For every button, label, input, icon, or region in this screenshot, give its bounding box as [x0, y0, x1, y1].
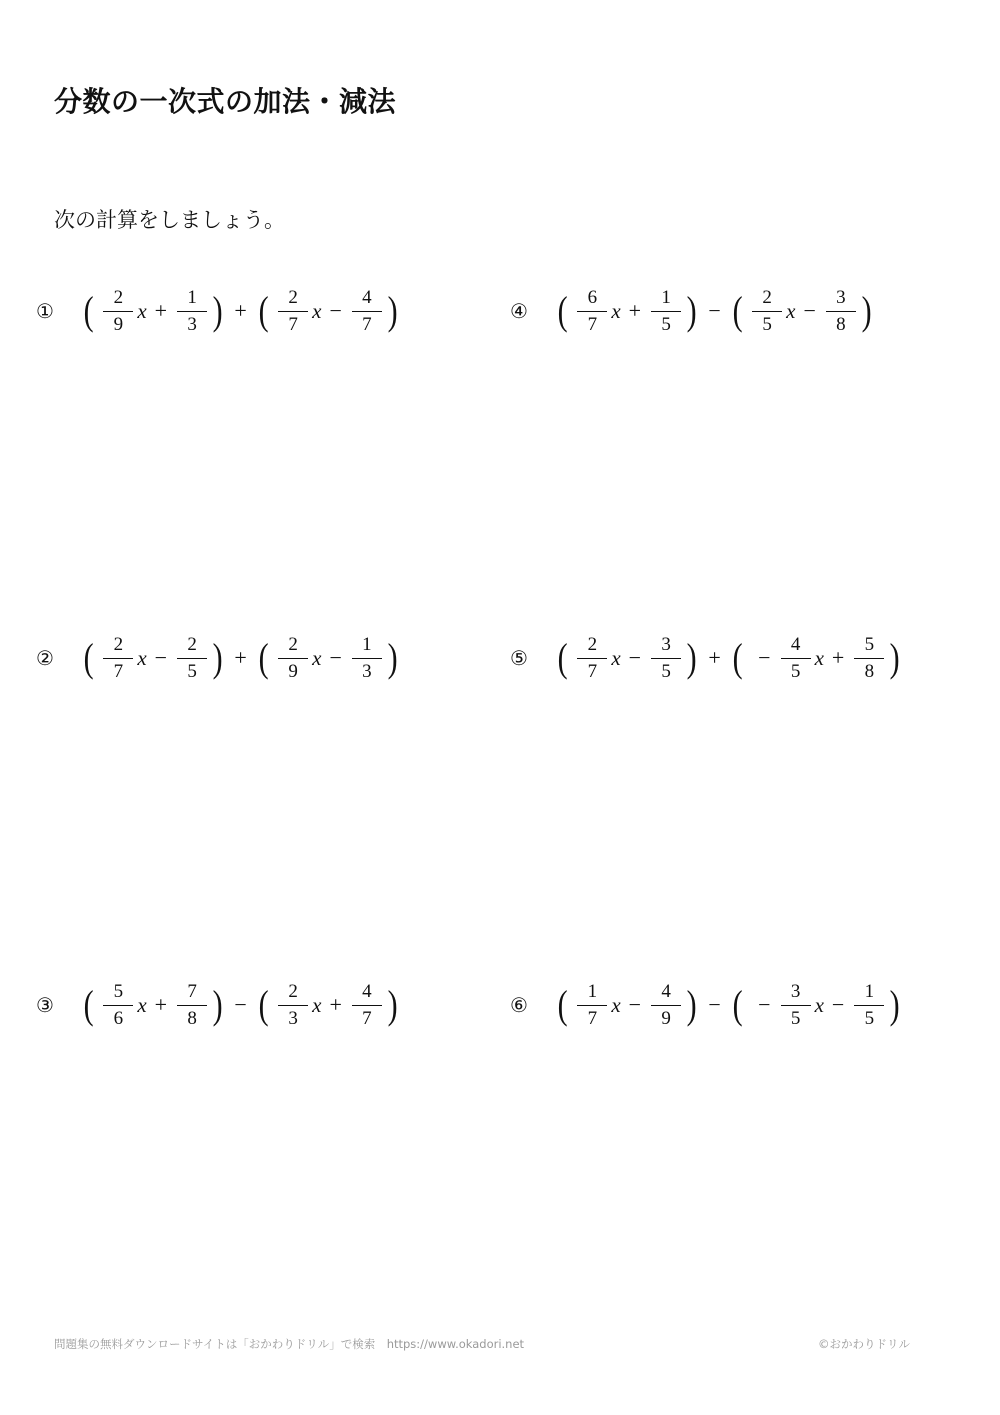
fraction-numerator: 2 — [577, 635, 607, 659]
fraction — [575, 288, 609, 335]
fraction-denominator: 7 — [362, 1007, 372, 1029]
problem-number: ② — [36, 646, 54, 670]
footer-site-note: 問題集の無料ダウンロードサイトは「おかわりドリル」で検索 https://www.okadori.net — [54, 1337, 525, 1351]
fraction-numerator: 3 — [781, 982, 811, 1006]
fraction-numerator: 2 — [278, 635, 308, 659]
fraction-numerator: 1 — [577, 982, 607, 1006]
close-paren: ) — [861, 288, 872, 333]
operator: − — [708, 298, 721, 323]
fraction-denominator: 3 — [187, 313, 197, 335]
close-paren: ) — [889, 635, 900, 680]
open-paren: ( — [732, 635, 743, 680]
fraction-denominator: 9 — [288, 660, 298, 682]
fraction-numerator: 6 — [577, 288, 607, 312]
open-paren: ( — [557, 288, 568, 333]
close-paren: ) — [212, 635, 223, 680]
close-paren: ) — [387, 288, 398, 333]
fraction — [276, 635, 310, 682]
fraction — [852, 635, 886, 682]
fraction — [276, 288, 310, 335]
problem-1 — [36, 281, 401, 341]
fraction — [779, 982, 813, 1029]
fraction-numerator: 1 — [651, 288, 681, 312]
variable: x — [611, 992, 621, 1017]
fraction-denominator: 5 — [790, 660, 801, 682]
problem-number: ① — [36, 299, 54, 323]
variable: x — [137, 298, 147, 323]
operator: + — [154, 298, 168, 323]
operator: − — [329, 298, 342, 323]
fraction-denominator: 5 — [187, 660, 197, 682]
fraction — [649, 982, 683, 1029]
close-paren: ) — [686, 635, 697, 680]
fraction — [750, 288, 784, 335]
open-paren: ( — [83, 982, 94, 1027]
fraction-denominator: 8 — [187, 1007, 197, 1029]
variable: x — [611, 645, 621, 670]
fraction — [101, 982, 135, 1029]
fraction-numerator: 4 — [651, 982, 681, 1006]
operator: − — [234, 992, 247, 1017]
fraction-denominator: 5 — [762, 313, 772, 335]
problem-number: ④ — [510, 299, 528, 323]
fraction — [350, 288, 384, 335]
fraction-denominator: 5 — [864, 1007, 875, 1029]
fraction-denominator: 8 — [836, 313, 846, 335]
operator: − — [831, 992, 845, 1017]
operator: − — [708, 992, 721, 1017]
fraction — [276, 982, 310, 1029]
operator: + — [708, 645, 721, 670]
fraction-denominator: 5 — [790, 1007, 801, 1029]
fraction-denominator: 7 — [587, 660, 598, 682]
problem-number: ③ — [36, 993, 54, 1017]
variable: x — [786, 298, 796, 323]
fraction — [175, 288, 209, 335]
fraction-numerator: 4 — [352, 982, 382, 1006]
fraction-denominator: 9 — [113, 313, 124, 335]
fraction-numerator: 5 — [854, 635, 884, 659]
fraction — [852, 982, 886, 1029]
fraction-denominator: 6 — [113, 1007, 124, 1029]
open-paren: ( — [258, 982, 269, 1027]
operator: + — [628, 298, 642, 323]
variable: x — [137, 645, 147, 670]
open-paren: ( — [258, 288, 269, 333]
fraction-numerator: 7 — [177, 982, 207, 1006]
fraction-denominator: 7 — [288, 313, 298, 335]
fraction-denominator: 7 — [113, 660, 124, 682]
fraction-denominator: 3 — [362, 660, 372, 682]
problem-expression — [80, 982, 401, 1029]
problem-6 — [510, 975, 904, 1035]
operator: + — [329, 992, 342, 1017]
variable: x — [312, 298, 322, 323]
variable: x — [312, 645, 322, 670]
fraction-denominator: 7 — [587, 1007, 598, 1029]
problem-number: ⑤ — [510, 646, 528, 670]
operator: − — [803, 298, 816, 323]
problem-5 — [510, 628, 904, 688]
close-paren: ) — [387, 635, 398, 680]
fraction — [649, 288, 683, 335]
operator: + — [154, 992, 168, 1017]
variable: x — [814, 992, 824, 1017]
problem-expression — [554, 635, 904, 682]
operator: + — [234, 298, 247, 323]
footer-copyright: ©おかわりドリル — [818, 1337, 910, 1351]
fraction-denominator: 9 — [661, 1007, 671, 1029]
fraction-numerator: 5 — [103, 982, 133, 1006]
variable: x — [814, 645, 824, 670]
open-paren: ( — [83, 288, 94, 333]
page-title: 分数の一次式の加法・減法 — [54, 85, 397, 118]
fraction-denominator: 8 — [864, 660, 875, 682]
fraction-numerator: 2 — [278, 982, 308, 1006]
fraction — [649, 635, 683, 682]
variable: x — [611, 298, 621, 323]
fraction — [101, 635, 135, 682]
fraction-denominator: 3 — [288, 1007, 298, 1029]
close-paren: ) — [686, 288, 697, 333]
fraction-numerator: 4 — [352, 288, 382, 312]
open-paren: ( — [732, 982, 743, 1027]
operator: − — [758, 992, 771, 1017]
fraction — [175, 982, 209, 1029]
problem-expression — [80, 288, 401, 335]
open-paren: ( — [557, 635, 568, 680]
fraction-numerator: 1 — [854, 982, 884, 1006]
open-paren: ( — [258, 635, 269, 680]
fraction-numerator: 2 — [103, 288, 133, 312]
fraction-numerator: 2 — [278, 288, 308, 312]
open-paren: ( — [83, 635, 94, 680]
fraction — [101, 288, 135, 335]
fraction — [575, 982, 609, 1029]
operator: − — [628, 645, 642, 670]
operator: + — [831, 645, 845, 670]
fraction-denominator: 7 — [587, 313, 598, 335]
fraction-numerator: 2 — [752, 288, 782, 312]
fraction-numerator: 1 — [177, 288, 207, 312]
instruction-text: 次の計算をしましょう。 — [54, 208, 285, 232]
fraction — [824, 288, 858, 335]
fraction-numerator: 1 — [352, 635, 382, 659]
fraction — [779, 635, 813, 682]
operator: − — [758, 645, 771, 670]
fraction — [575, 635, 609, 682]
fraction — [175, 635, 209, 682]
operator: + — [234, 645, 247, 670]
problem-expression — [554, 982, 904, 1029]
fraction-numerator: 4 — [781, 635, 811, 659]
problem-number: ⑥ — [510, 993, 528, 1017]
problem-2 — [36, 628, 401, 688]
fraction — [350, 635, 384, 682]
fraction-numerator: 3 — [826, 288, 856, 312]
fraction-denominator: 7 — [362, 313, 372, 335]
problem-3 — [36, 975, 401, 1035]
problem-expression — [80, 635, 401, 682]
close-paren: ) — [212, 288, 223, 333]
fraction — [350, 982, 384, 1029]
close-paren: ) — [889, 982, 900, 1027]
close-paren: ) — [387, 982, 398, 1027]
fraction-numerator: 3 — [651, 635, 681, 659]
operator: − — [628, 992, 642, 1017]
close-paren: ) — [212, 982, 223, 1027]
open-paren: ( — [732, 288, 743, 333]
fraction-numerator: 2 — [103, 635, 133, 659]
variable: x — [137, 992, 147, 1017]
variable: x — [312, 992, 322, 1017]
operator: − — [154, 645, 168, 670]
operator: − — [329, 645, 342, 670]
fraction-denominator: 5 — [661, 660, 671, 682]
fraction-denominator: 5 — [661, 313, 671, 335]
close-paren: ) — [686, 982, 697, 1027]
problem-expression — [554, 288, 875, 335]
open-paren: ( — [557, 982, 568, 1027]
fraction-numerator: 2 — [177, 635, 207, 659]
problem-4 — [510, 281, 875, 341]
